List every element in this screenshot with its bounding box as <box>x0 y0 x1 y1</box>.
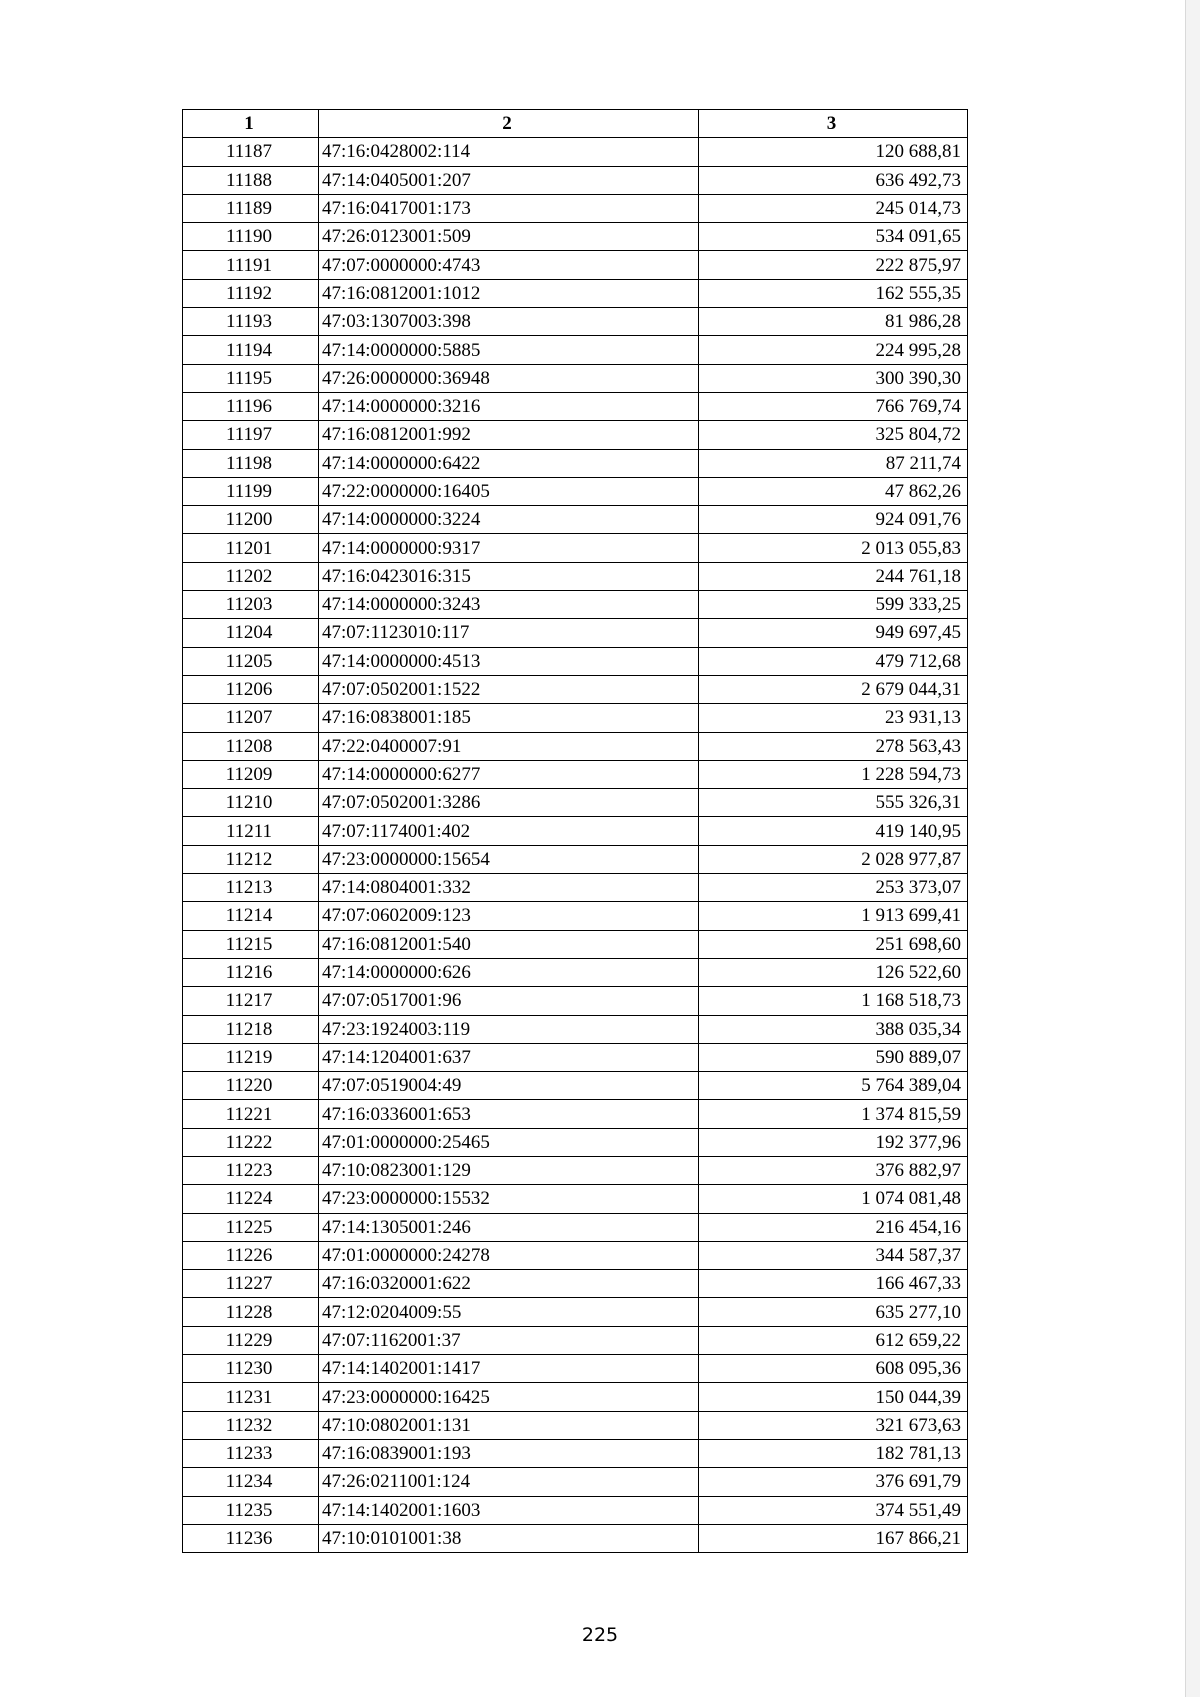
cadastral-number-cell: 47:14:0000000:5885 <box>319 336 699 364</box>
row-number-cell: 11227 <box>183 1270 319 1298</box>
value-cell: 81 986,28 <box>699 308 968 336</box>
cadastral-number-cell: 47:14:0000000:4513 <box>319 647 699 675</box>
cadastral-number-cell: 47:01:0000000:25465 <box>319 1128 699 1156</box>
header-cell-3: 3 <box>699 110 968 138</box>
row-number-cell: 11187 <box>183 138 319 166</box>
row-number-cell: 11222 <box>183 1128 319 1156</box>
table-row <box>183 534 968 562</box>
cadastral-number-cell: 47:23:0000000:16425 <box>319 1383 699 1411</box>
table-row <box>183 421 968 449</box>
table-row <box>183 930 968 958</box>
cadastral-number-cell: 47:23:0000000:15654 <box>319 845 699 873</box>
value-cell: 949 697,45 <box>699 619 968 647</box>
table-row <box>183 1072 968 1100</box>
table-row <box>183 166 968 194</box>
table-row <box>183 817 968 845</box>
value-cell: 192 377,96 <box>699 1128 968 1156</box>
value-cell: 47 862,26 <box>699 477 968 505</box>
cadastral-number-cell: 47:14:1402001:1417 <box>319 1355 699 1383</box>
value-cell: 374 551,49 <box>699 1496 968 1524</box>
value-cell: 636 492,73 <box>699 166 968 194</box>
cadastral-number-cell: 47:07:1174001:402 <box>319 817 699 845</box>
value-cell: 150 044,39 <box>699 1383 968 1411</box>
table-row <box>183 789 968 817</box>
table-row <box>183 591 968 619</box>
value-cell: 2 028 977,87 <box>699 845 968 873</box>
cadastral-number-cell: 47:07:0517001:96 <box>319 987 699 1015</box>
row-number-cell: 11193 <box>183 308 319 336</box>
value-cell: 5 764 389,04 <box>699 1072 968 1100</box>
row-number-cell: 11219 <box>183 1043 319 1071</box>
table-row <box>183 506 968 534</box>
table-row <box>183 1411 968 1439</box>
cadastral-number-cell: 47:10:0101001:38 <box>319 1524 699 1552</box>
value-cell: 1 913 699,41 <box>699 902 968 930</box>
cadastral-number-cell: 47:26:0123001:509 <box>319 223 699 251</box>
row-number-cell: 11209 <box>183 760 319 788</box>
value-cell: 251 698,60 <box>699 930 968 958</box>
table-row <box>183 845 968 873</box>
value-cell: 555 326,31 <box>699 789 968 817</box>
table-row <box>183 194 968 222</box>
table-row <box>183 1213 968 1241</box>
cadastral-number-cell: 47:07:1162001:37 <box>319 1326 699 1354</box>
table-row <box>183 392 968 420</box>
cadastral-number-cell: 47:14:0000000:3243 <box>319 591 699 619</box>
table-body <box>183 138 968 1553</box>
row-number-cell: 11223 <box>183 1156 319 1184</box>
table-row <box>183 704 968 732</box>
table-row <box>183 1355 968 1383</box>
cadastral-number-cell: 47:14:1402001:1603 <box>319 1496 699 1524</box>
cadastral-number-cell: 47:14:1204001:637 <box>319 1043 699 1071</box>
row-number-cell: 11203 <box>183 591 319 619</box>
table-row <box>183 1524 968 1552</box>
row-number-cell: 11221 <box>183 1100 319 1128</box>
value-cell: 321 673,63 <box>699 1411 968 1439</box>
page-edge <box>1185 0 1200 1697</box>
value-cell: 419 140,95 <box>699 817 968 845</box>
row-number-cell: 11210 <box>183 789 319 817</box>
row-number-cell: 11220 <box>183 1072 319 1100</box>
cadastral-number-cell: 47:26:0211001:124 <box>319 1468 699 1496</box>
table-row <box>183 675 968 703</box>
table-row <box>183 732 968 760</box>
row-number-cell: 11225 <box>183 1213 319 1241</box>
row-number-cell: 11216 <box>183 958 319 986</box>
cadastral-number-cell: 47:14:0804001:332 <box>319 874 699 902</box>
value-cell: 635 277,10 <box>699 1298 968 1326</box>
row-number-cell: 11233 <box>183 1439 319 1467</box>
cadastral-number-cell: 47:23:0000000:15532 <box>319 1185 699 1213</box>
value-cell: 388 035,34 <box>699 1015 968 1043</box>
row-number-cell: 11224 <box>183 1185 319 1213</box>
value-cell: 300 390,30 <box>699 364 968 392</box>
value-cell: 167 866,21 <box>699 1524 968 1552</box>
cadastral-number-cell: 47:23:1924003:119 <box>319 1015 699 1043</box>
table-row <box>183 1496 968 1524</box>
cadastral-number-cell: 47:22:0400007:91 <box>319 732 699 760</box>
value-cell: 325 804,72 <box>699 421 968 449</box>
value-cell: 278 563,43 <box>699 732 968 760</box>
table-row <box>183 1298 968 1326</box>
cadastral-number-cell: 47:07:0602009:123 <box>319 902 699 930</box>
cadastral-number-cell: 47:14:0000000:3216 <box>319 392 699 420</box>
value-cell: 182 781,13 <box>699 1439 968 1467</box>
table-row <box>183 1043 968 1071</box>
row-number-cell: 11198 <box>183 449 319 477</box>
value-cell: 608 095,36 <box>699 1355 968 1383</box>
row-number-cell: 11232 <box>183 1411 319 1439</box>
cadastral-number-cell: 47:16:0812001:992 <box>319 421 699 449</box>
cadastral-number-cell: 47:14:0405001:207 <box>319 166 699 194</box>
row-number-cell: 11236 <box>183 1524 319 1552</box>
cadastral-number-cell: 47:14:0000000:6422 <box>319 449 699 477</box>
value-cell: 120 688,81 <box>699 138 968 166</box>
table-row <box>183 1241 968 1269</box>
value-cell: 216 454,16 <box>699 1213 968 1241</box>
row-number-cell: 11215 <box>183 930 319 958</box>
row-number-cell: 11226 <box>183 1241 319 1269</box>
row-number-cell: 11199 <box>183 477 319 505</box>
row-number-cell: 11218 <box>183 1015 319 1043</box>
value-cell: 376 691,79 <box>699 1468 968 1496</box>
row-number-cell: 11217 <box>183 987 319 1015</box>
cadastral-number-cell: 47:14:0000000:9317 <box>319 534 699 562</box>
cadastral-number-cell: 47:16:0838001:185 <box>319 704 699 732</box>
value-cell: 2 679 044,31 <box>699 675 968 703</box>
row-number-cell: 11192 <box>183 279 319 307</box>
value-cell: 126 522,60 <box>699 958 968 986</box>
row-number-cell: 11195 <box>183 364 319 392</box>
value-cell: 23 931,13 <box>699 704 968 732</box>
cadastral-number-cell: 47:14:1305001:246 <box>319 1213 699 1241</box>
row-number-cell: 11196 <box>183 392 319 420</box>
cadastral-number-cell: 47:07:0502001:3286 <box>319 789 699 817</box>
cadastral-number-cell: 47:03:1307003:398 <box>319 308 699 336</box>
value-cell: 162 555,35 <box>699 279 968 307</box>
value-cell: 534 091,65 <box>699 223 968 251</box>
cadastral-number-cell: 47:16:0417001:173 <box>319 194 699 222</box>
value-cell: 766 769,74 <box>699 392 968 420</box>
cadastral-number-cell: 47:07:0502001:1522 <box>319 675 699 703</box>
table-row <box>183 1100 968 1128</box>
table-row <box>183 619 968 647</box>
value-cell: 1 228 594,73 <box>699 760 968 788</box>
table-row <box>183 760 968 788</box>
cadastral-number-cell: 47:26:0000000:36948 <box>319 364 699 392</box>
header-row <box>183 110 968 138</box>
row-number-cell: 11231 <box>183 1383 319 1411</box>
cadastral-number-cell: 47:16:0839001:193 <box>319 1439 699 1467</box>
row-number-cell: 11211 <box>183 817 319 845</box>
table-row <box>183 1128 968 1156</box>
row-number-cell: 11206 <box>183 675 319 703</box>
header-cell-2: 2 <box>319 110 699 138</box>
table-row <box>183 477 968 505</box>
table-row <box>183 1270 968 1298</box>
row-number-cell: 11201 <box>183 534 319 562</box>
row-number-cell: 11191 <box>183 251 319 279</box>
row-number-cell: 11189 <box>183 194 319 222</box>
page-number: 225 <box>581 1624 619 1646</box>
row-number-cell: 11234 <box>183 1468 319 1496</box>
row-number-cell: 11214 <box>183 902 319 930</box>
value-cell: 1 074 081,48 <box>699 1185 968 1213</box>
value-cell: 2 013 055,83 <box>699 534 968 562</box>
table-row <box>183 1156 968 1184</box>
value-cell: 253 373,07 <box>699 874 968 902</box>
value-cell: 344 587,37 <box>699 1241 968 1269</box>
table-header <box>183 110 968 138</box>
value-cell: 245 014,73 <box>699 194 968 222</box>
row-number-cell: 11202 <box>183 562 319 590</box>
value-cell: 479 712,68 <box>699 647 968 675</box>
table-row <box>183 647 968 675</box>
table-row <box>183 1468 968 1496</box>
table-row <box>183 223 968 251</box>
value-cell: 166 467,33 <box>699 1270 968 1298</box>
row-number-cell: 11229 <box>183 1326 319 1354</box>
cadastral-number-cell: 47:16:0812001:1012 <box>319 279 699 307</box>
table-row <box>183 336 968 364</box>
value-cell: 924 091,76 <box>699 506 968 534</box>
value-cell: 1 374 815,59 <box>699 1100 968 1128</box>
row-number-cell: 11205 <box>183 647 319 675</box>
table-row <box>183 251 968 279</box>
table-row <box>183 987 968 1015</box>
cadastral-number-cell: 47:10:0802001:131 <box>319 1411 699 1439</box>
row-number-cell: 11208 <box>183 732 319 760</box>
row-number-cell: 11200 <box>183 506 319 534</box>
row-number-cell: 11228 <box>183 1298 319 1326</box>
cadastral-number-cell: 47:10:0823001:129 <box>319 1156 699 1184</box>
table-row <box>183 902 968 930</box>
row-number-cell: 11204 <box>183 619 319 647</box>
cadastral-number-cell: 47:16:0428002:114 <box>319 138 699 166</box>
cadastral-number-cell: 47:07:0519004:49 <box>319 1072 699 1100</box>
value-cell: 224 995,28 <box>699 336 968 364</box>
cadastral-number-cell: 47:22:0000000:16405 <box>319 477 699 505</box>
row-number-cell: 11190 <box>183 223 319 251</box>
cadastral-number-cell: 47:14:0000000:6277 <box>319 760 699 788</box>
data-table <box>182 109 968 1553</box>
row-number-cell: 11213 <box>183 874 319 902</box>
table-row <box>183 562 968 590</box>
table-row <box>183 958 968 986</box>
value-cell: 599 333,25 <box>699 591 968 619</box>
cadastral-number-cell: 47:12:0204009:55 <box>319 1298 699 1326</box>
value-cell: 612 659,22 <box>699 1326 968 1354</box>
row-number-cell: 11230 <box>183 1355 319 1383</box>
table-row <box>183 308 968 336</box>
row-number-cell: 11194 <box>183 336 319 364</box>
cadastral-number-cell: 47:01:0000000:24278 <box>319 1241 699 1269</box>
row-number-cell: 11235 <box>183 1496 319 1524</box>
table-row <box>183 1015 968 1043</box>
cadastral-number-cell: 47:14:0000000:3224 <box>319 506 699 534</box>
cadastral-number-cell: 47:14:0000000:626 <box>319 958 699 986</box>
cadastral-number-cell: 47:16:0320001:622 <box>319 1270 699 1298</box>
value-cell: 244 761,18 <box>699 562 968 590</box>
row-number-cell: 11188 <box>183 166 319 194</box>
cadastral-number-cell: 47:16:0812001:540 <box>319 930 699 958</box>
row-number-cell: 11207 <box>183 704 319 732</box>
table-row <box>183 874 968 902</box>
table-row <box>183 1439 968 1467</box>
table-row <box>183 1185 968 1213</box>
header-cell-1: 1 <box>183 110 319 138</box>
cadastral-number-cell: 47:16:0336001:653 <box>319 1100 699 1128</box>
table-row <box>183 1383 968 1411</box>
cadastral-number-cell: 47:16:0423016:315 <box>319 562 699 590</box>
value-cell: 376 882,97 <box>699 1156 968 1184</box>
table-row <box>183 1326 968 1354</box>
cadastral-number-cell: 47:07:0000000:4743 <box>319 251 699 279</box>
value-cell: 222 875,97 <box>699 251 968 279</box>
value-cell: 590 889,07 <box>699 1043 968 1071</box>
table-row <box>183 364 968 392</box>
table-row <box>183 449 968 477</box>
value-cell: 87 211,74 <box>699 449 968 477</box>
value-cell: 1 168 518,73 <box>699 987 968 1015</box>
row-number-cell: 11197 <box>183 421 319 449</box>
row-number-cell: 11212 <box>183 845 319 873</box>
table-row <box>183 138 968 166</box>
cadastral-number-cell: 47:07:1123010:117 <box>319 619 699 647</box>
table-row <box>183 279 968 307</box>
